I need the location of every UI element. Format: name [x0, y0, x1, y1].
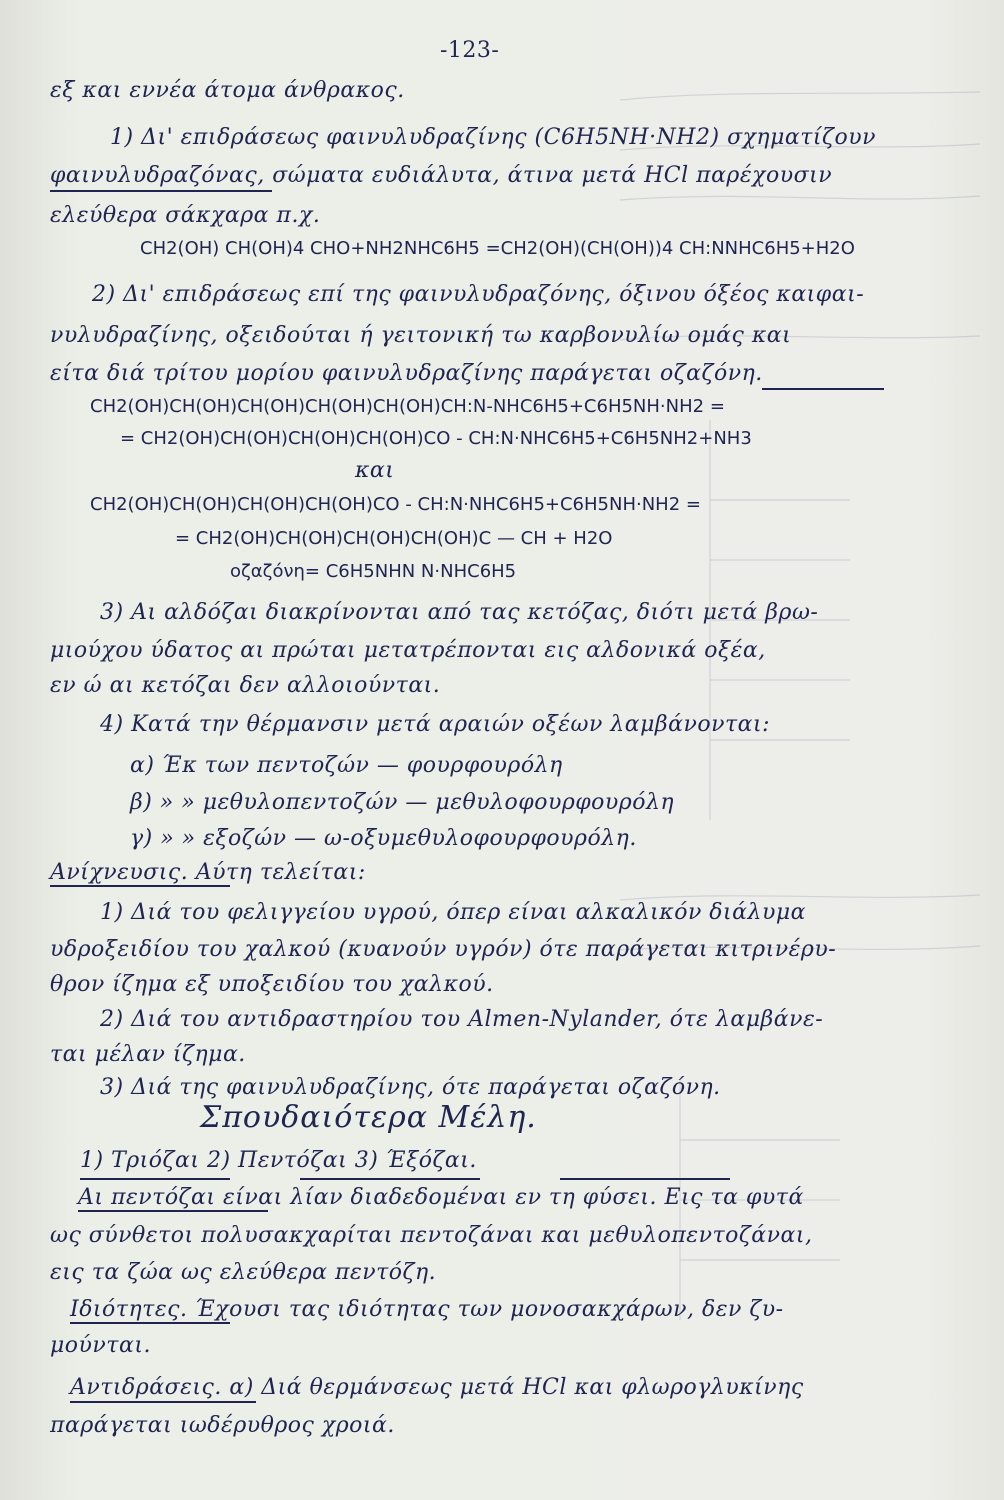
formula-line-4: CH2(OH)CH(OH)CH(OH)CH(OH)CO - CH:N·NHC6H5+C6H5NH·NH2 =: [90, 494, 701, 515]
text-line-8: 3) Αι αλδόζαι διακρίνονται από τας κετόζας, διότι μετά βρω-: [100, 600, 819, 625]
subheading-line: 1) Τριόζαι 2) Πεντόζαι 3) Έξόζαι.: [80, 1148, 477, 1173]
formula-line-3: = CH2(OH)CH(OH)CH(OH)CH(OH)CO - CH:N·NHC6H5+C6H5NH2+NH3: [120, 428, 752, 449]
text-line-25: Ιδιότητες. Έχουσι τας ιδιότητας των μονοσακχάρων, δεν ζυ-: [70, 1297, 784, 1322]
underline-ozazoni: [762, 388, 884, 390]
text-line-11: 4) Κατά την θέρμανσιν μετά αραιών οξέων λαμβάνονται:: [100, 712, 771, 737]
text-line-13: β) » » μεθυλοπεντοζών — μεθυλοφουρφουρόλη: [130, 790, 675, 815]
section-heading: Σπουδαιότερα Μέλη.: [200, 1100, 537, 1135]
formula-line-6: οζαζόνη= C6H5NHN N·NHC6H5: [230, 561, 517, 582]
text-line-14: γ) » » εξοζών — ω-οξυμεθυλοφουρφουρόλη.: [130, 826, 637, 851]
underline-pentozai-para: [78, 1210, 268, 1212]
text-line-1: εξ και εννέα άτομα άνθρακος.: [50, 78, 405, 103]
underline-triozai: [80, 1178, 230, 1180]
text-line-16: 1) Διά του φελιγγείου υγρού, όπερ είναι αλκαλικόν διάλυμα: [100, 900, 807, 925]
underline-exozai: [560, 1178, 730, 1180]
underline-antidraseis: [70, 1401, 256, 1403]
text-line-21: 3) Διά της φαινυλυδραζίνης, ότε παράγεται οζαζόνη.: [100, 1075, 721, 1100]
underline-pentozai: [300, 1178, 480, 1180]
text-line-4: ελεύθερα σάκχαρα π.χ.: [50, 203, 321, 228]
text-line-20: ται μέλαν ίζημα.: [50, 1042, 246, 1067]
text-line-6: νυλυδραζίνης, οξειδούται ή γειτονική τω καρβονυλίω ομάς και: [50, 323, 792, 348]
text-line-3: φαινυλυδραζόνας, σώματα ευδιάλυτα, άτινα μετά HCl παρέχουσιν: [50, 163, 833, 188]
text-line-15: Ανίχνευσις. Αύτη τελείται:: [50, 860, 366, 885]
text-line-28: παράγεται ιωδέρυθρος χροιά.: [50, 1413, 395, 1438]
text-line-18: θρον ίζημα εξ υποξειδίου του χαλκού.: [50, 972, 494, 997]
text-line-2: 1) Δι' επιδράσεως φαινυλυδραζίνης (C6H5NH·NH2) σχηματίζουν: [110, 125, 876, 150]
text-line-26: μούνται.: [50, 1333, 151, 1358]
text-line-12: α) Έκ των πεντοζών — φουρφουρόλη: [130, 753, 563, 778]
text-line-23: ως σύνθετοι πολυσακχαρίται πεντοζάναι και μεθυλοπεντοζάναι,: [50, 1223, 813, 1248]
text-line-10: εν ώ αι κετόζαι δεν αλλοιούνται.: [50, 673, 441, 698]
underline-fainylydrazonas: [50, 190, 272, 192]
formula-line-1: CH2(OH) CH(OH)4 CHO+NH2NHC6H5 =CH2(OH)(CH(OH))4 CH:NNHC6H5+H2O: [140, 238, 855, 259]
text-line-17: υδροξειδίου του χαλκού (κυανούν υγρόν) ότε παράγεται κιτρινέρυ-: [50, 937, 837, 962]
text-line-27: Αντιδράσεις. α) Διά θερμάνσεως μετά HCl και φλωρογλυκίνης: [70, 1375, 804, 1400]
page-number: -123-: [440, 38, 500, 63]
text-line-7: είτα διά τρίτου μορίου φαινυλυδραζίνης παράγεται οζαζόνη.: [50, 361, 763, 386]
text-line-19: 2) Διά του αντιδραστηρίου του Almen-Nylander, ότε λαμβάνε-: [100, 1007, 824, 1032]
text-line-24: εις τα ζώα ως ελεύθερα πεντόζη.: [50, 1260, 437, 1285]
text-line-5: 2) Δι' επιδράσεως επί της φαινυλυδραζόνης, όξινου όξέος καιφαι-: [92, 282, 865, 307]
underline-idiotites: [70, 1322, 230, 1324]
text-line-9: μιούχου ύδατος αι πρώται μετατρέπονται εις αλδονικά οξέα,: [50, 638, 766, 663]
formula-line-2: CH2(OH)CH(OH)CH(OH)CH(OH)CH(OH)CH:N-NHC6H5+C6H5NH·NH2 =: [90, 396, 725, 417]
text-line-kai: και: [355, 458, 395, 483]
formula-line-5: = CH2(OH)CH(OH)CH(OH)CH(OH)C — CH + H2O: [175, 528, 613, 549]
underline-anichneusis: [50, 885, 230, 887]
text-line-22: Αι πεντόζαι είναι λίαν διαδεδομέναι εν τη φύσει. Εις τα φυτά: [78, 1185, 804, 1210]
